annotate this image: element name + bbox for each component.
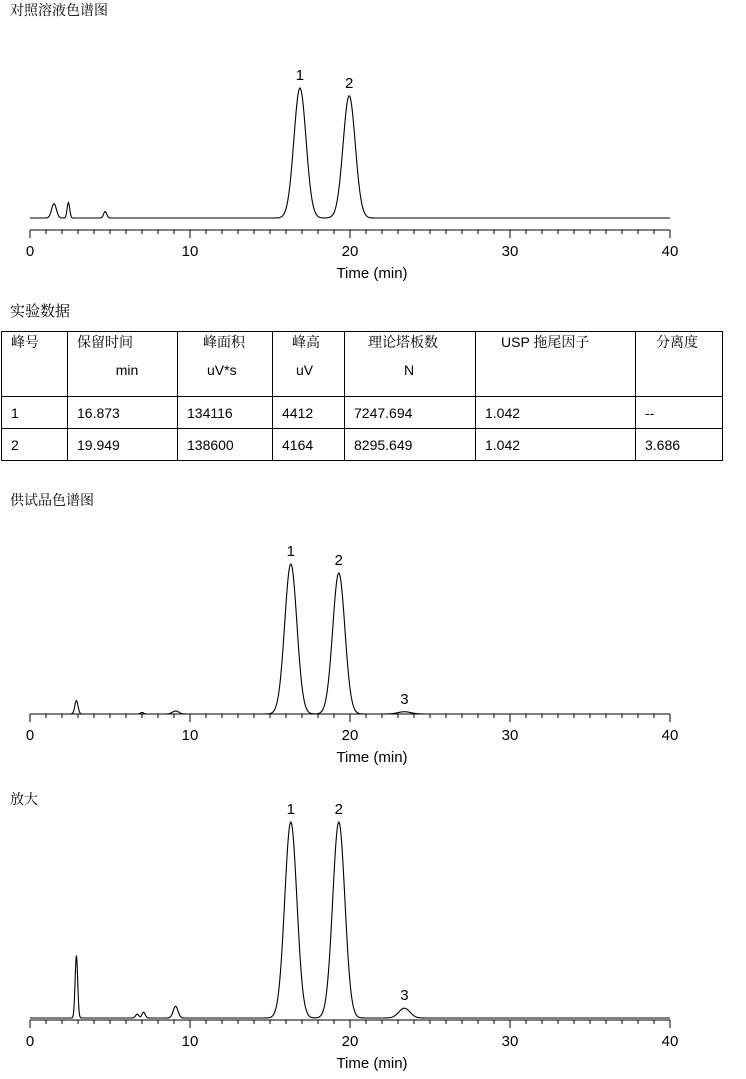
x-tick-label: 10 [181,243,199,260]
x-tick-label: 30 [501,1033,519,1050]
sample-chromatogram [0,510,746,800]
col-peak-area: 峰面积 uV*s [178,332,273,397]
col-retention-time: 保留时间 min [68,332,178,397]
x-tick-label: 20 [341,1033,359,1050]
table-cell: 4164 [273,429,345,461]
table-cell: 4412 [273,397,345,429]
chromatogram-trace [30,88,670,218]
x-tick-label: 30 [501,243,519,260]
table-cell: 7247.694 [345,397,476,429]
peak-label: 1 [286,543,295,560]
col-theoretical-plates: 理论塔板数 N [345,332,476,397]
x-tick-label: 0 [25,243,35,260]
peak-label: 1 [286,801,295,818]
reference-chromatogram-title: 对照溶液色谱图 [10,3,108,19]
table-header-row [2,332,723,397]
table-cell: 16.873 [68,397,178,429]
peak-label: 1 [295,67,305,84]
peak-label: 3 [400,690,409,708]
x-tick-label: 20 [341,727,359,744]
x-tick-label: 40 [661,1033,679,1050]
table-cell: 1 [2,397,68,429]
peak-label: 2 [334,801,343,818]
x-tick-label: 10 [181,1033,199,1050]
table-row [2,429,723,461]
zoomed-sample-chromatogram [0,801,746,1079]
col-usp-tailing: USP 拖尾因子 [476,332,636,397]
peak-label: 3 [400,987,409,1005]
x-tick-label: 10 [181,727,199,744]
sample-chromatogram-title: 供试品色谱图 [10,493,94,509]
table-row [2,397,723,429]
x-tick-label: 0 [25,727,35,744]
table-cell: 2 [2,429,68,461]
table-cell: 1.042 [476,429,636,461]
peak-label: 2 [345,74,354,92]
table-cell: 1.042 [476,397,636,429]
experiment-data-table [1,331,723,461]
x-tick-label: 40 [661,243,679,260]
table-cell: 8295.649 [345,429,476,461]
table-cell: 19.949 [68,429,178,461]
reference-chromatogram [0,0,746,290]
x-tick-label: 40 [661,727,679,744]
x-axis-title: Time (min) [336,749,408,766]
chromatogram-trace [30,822,670,1018]
experiment-data-title: 实验数据 [10,302,71,320]
table-cell: -- [636,397,723,429]
table-cell: 3.686 [636,429,723,461]
x-axis-title: Time (min) [336,265,408,282]
x-tick-label: 30 [501,727,519,744]
col-peak-no: 峰号 [2,332,68,397]
x-tick-label: 20 [341,243,359,260]
x-tick-label: 0 [25,1033,35,1050]
chromatogram-trace [30,564,670,714]
col-peak-height: 峰高 uV [273,332,345,397]
peak-label: 2 [334,552,343,569]
x-axis-title: Time (min) [336,1055,408,1072]
table-cell: 134116 [178,397,273,429]
col-resolution: 分离度 [636,332,723,397]
table-cell: 138600 [178,429,273,461]
zoom-chromatogram-title: 放大 [10,792,38,808]
